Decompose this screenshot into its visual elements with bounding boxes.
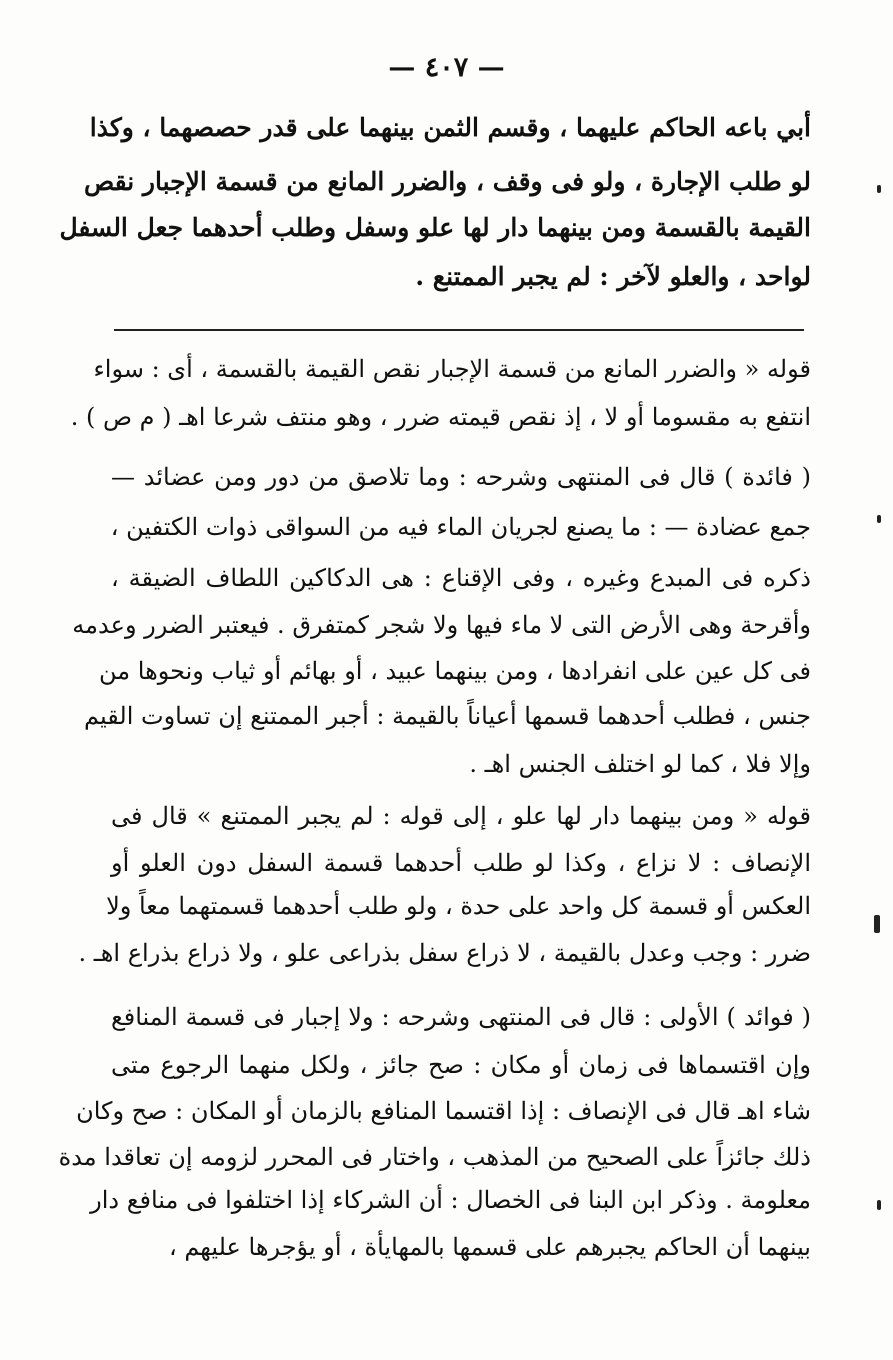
footnote-line: جنس ، فطلب أحدهما قسمها أعياناً بالقيمة : أجبر الممتنع إن تساوت القيم bbox=[84, 702, 811, 730]
footnote-line: وأقرحة وهى الأرض التى لا ماء فيها ولا شجر كمتفرق . فيعتبر الضرر وعدمه bbox=[72, 611, 811, 639]
main-text-line: القيمة بالقسمة ومن بينهما دار لها علو وسفل وطلب أحدهما جعل السفل bbox=[59, 213, 811, 242]
footnote-line: ذكره فى المبدع وغيره ، وفى الإقناع : هى الدكاكين اللطاف الضيقة ، bbox=[111, 564, 811, 592]
main-text-line: لو طلب الإجارة ، ولو فى وقف ، والضرر المانع من قسمة الإجبار نقص bbox=[83, 167, 811, 196]
page-number: — ٤٠٧ — bbox=[388, 52, 505, 83]
footnote-line: ضرر : وجب وعدل بالقيمة ، لا ذراع سفل بذراعى علو ، ولا ذراع بذراع اهـ . bbox=[78, 939, 811, 967]
scan-mark bbox=[877, 185, 881, 193]
footnote-line: فى كل عين على انفرادها ، ومن بينهما عبيد ، أو بهائم أو ثياب ونحوها من bbox=[99, 657, 811, 685]
footnote-line: ذلك جائزاً على الصحيح من المذهب ، واختار فى المحرر لزومه إن تعاقدا مدة bbox=[58, 1143, 811, 1171]
footnote-line: معلومة . وذكر ابن البنا فى الخصال : أن الشركاء إذا اختلفوا فى منافع دار bbox=[90, 1186, 811, 1214]
footnote-line: ( فوائد ) الأولى : قال فى المنتهى وشرحه : ولا إجبار فى قسمة المنافع bbox=[111, 1003, 811, 1031]
footnote-line: وإن اقتسماها فى زمان أو مكان : صح جائز ، ولكل منهما الرجوع متى bbox=[111, 1051, 811, 1079]
footnote-line: بينهما أن الحاكم يجبرهم على قسمها بالمهايأة ، أو يؤجرها عليهم ، bbox=[168, 1233, 811, 1261]
scan-mark bbox=[877, 515, 881, 523]
main-text-line: أبي باعه الحاكم عليهما ، وقسم الثمن بينهما على قدر حصصهما ، وكذا bbox=[89, 113, 811, 142]
main-text-line: لواحد ، والعلو لآخر : لم يجبر الممتنع . bbox=[415, 262, 811, 291]
footnote-line: ( فائدة ) قال فى المنتهى وشرحه : وما تلاصق من دور ومن عضائد — bbox=[111, 463, 811, 491]
footnote-line: انتفع به مقسوما أو لا ، إذ نقص قيمته ضرر ، وهو منتف شرعا اهـ ( م ص ) . bbox=[70, 403, 811, 431]
scan-mark bbox=[874, 915, 880, 933]
footnote-line: وإلا فلا ، كما لو اختلف الجنس اهـ . bbox=[469, 750, 811, 778]
scan-mark bbox=[877, 1200, 881, 1210]
footnote-line: شاء اهـ قال فى الإنصاف : إذا اقتسما المنافع بالزمان أو المكان : صح وكان bbox=[76, 1097, 811, 1125]
footnote-line: العكس أو قسمة كل واحد على حدة ، ولو طلب أحدهما قسمتهما معاً ولا bbox=[106, 892, 811, 920]
footnote-divider bbox=[114, 329, 804, 331]
footnote-line: قوله « ومن بينهما دار لها علو ، إلى قوله : لم يجبر الممتنع » قال فى bbox=[111, 802, 811, 830]
footnote-line: الإنصاف : لا نزاع ، وكذا لو طلب أحدهما قسمة السفل دون العلو أو bbox=[111, 849, 811, 877]
footnote-line: جمع عضادة — : ما يصنع لجريان الماء فيه من السواقى ذوات الكتفين ، bbox=[110, 513, 811, 541]
footnote-line: قوله « والضرر المانع من قسمة الإجبار نقص القيمة بالقسمة ، أى : سواء bbox=[93, 355, 811, 383]
